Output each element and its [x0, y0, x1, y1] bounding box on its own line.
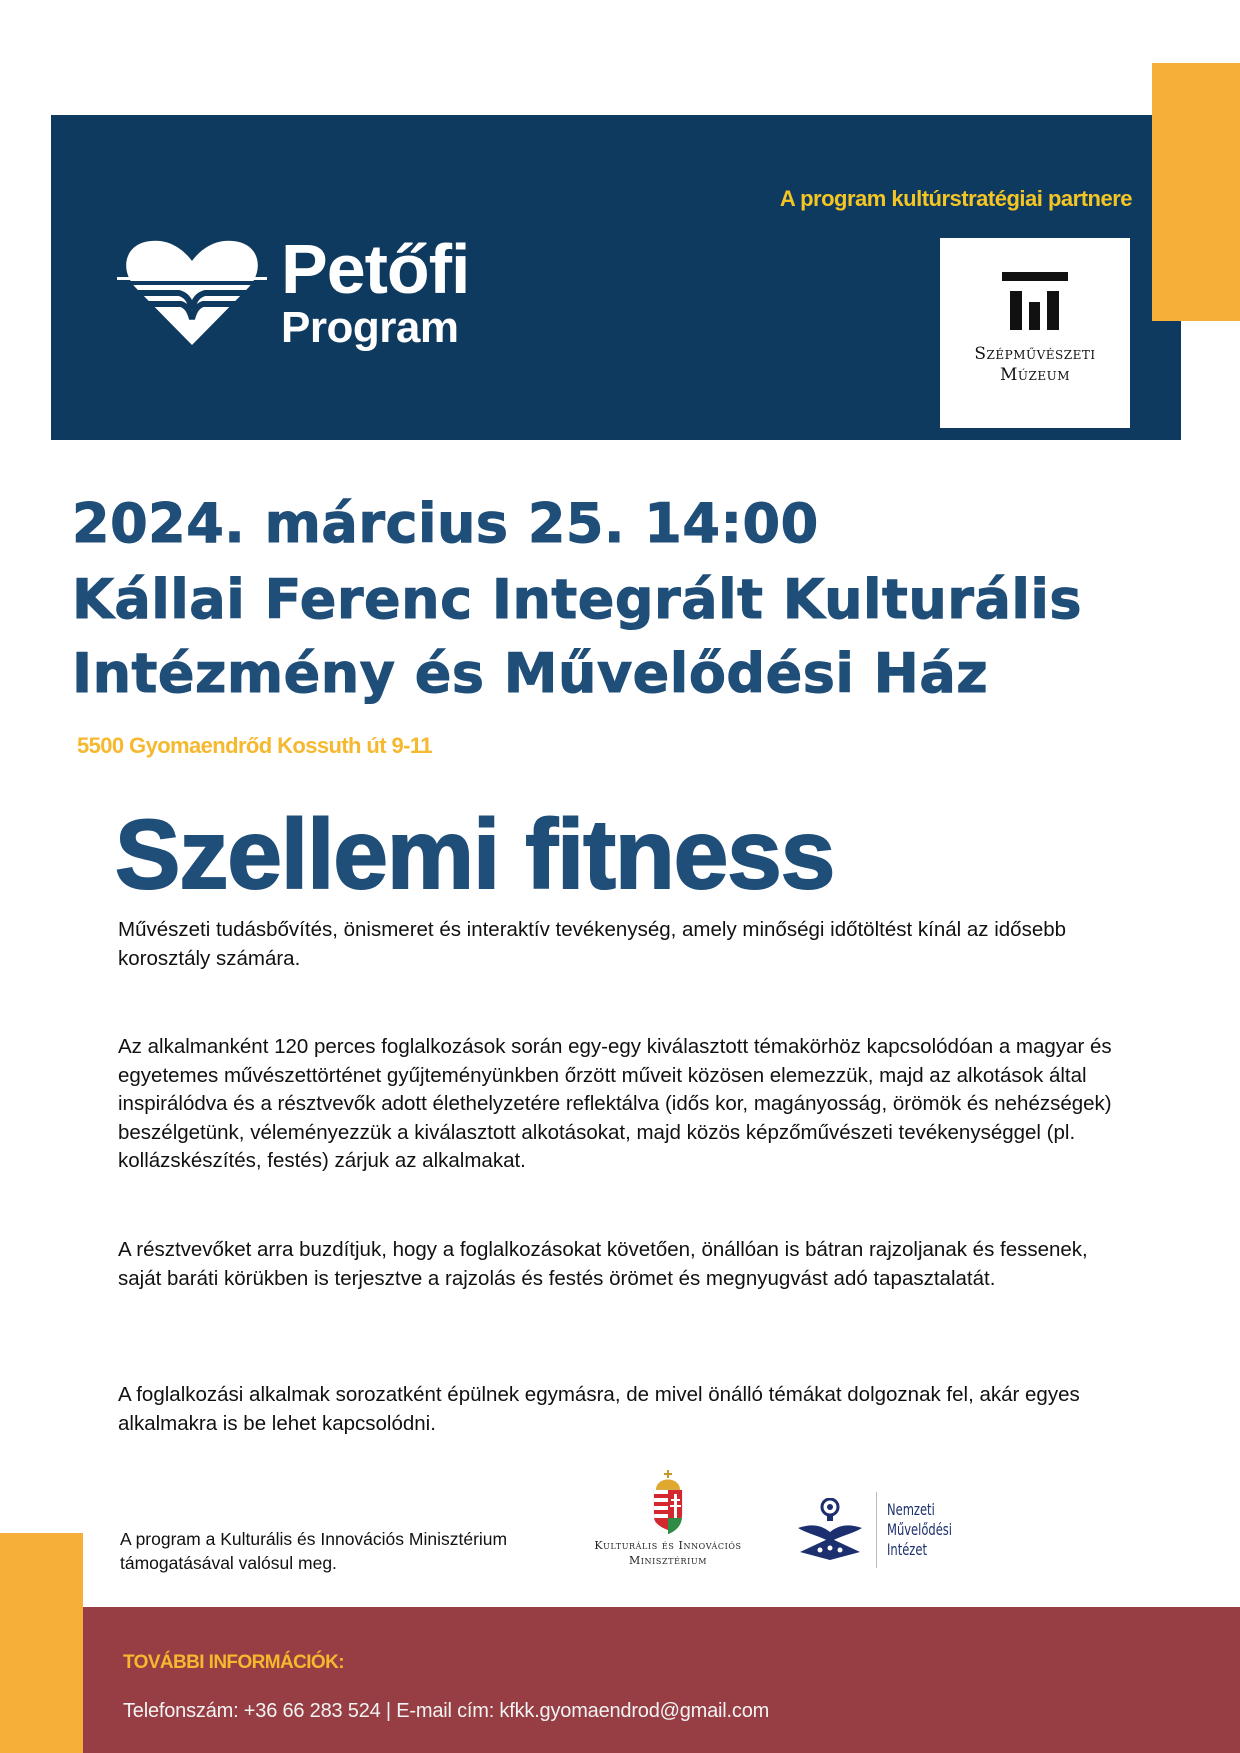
nmi-name-line1: Nemzeti [887, 1500, 935, 1519]
partner-label: A program kultúrstratégiai partnere [779, 186, 1132, 211]
venue-name-line1: Kállai Ferenc Integrált Kulturális [72, 568, 1083, 631]
logo-divider [876, 1492, 877, 1568]
venue-name-line2: Intézmény és Művelődési Ház [72, 642, 989, 705]
museum-columns-icon [1002, 272, 1068, 330]
ministry-name-line2: Minisztérium [628, 1554, 708, 1567]
ministry-name-line1: Kulturális és Innovációs [594, 1539, 742, 1552]
szepmuveszeti-muzeum-logo [940, 238, 1130, 428]
venue-address: 5500 Gyomaendrőd Kossuth út 9-11 [77, 733, 432, 758]
support-statement: A program a Kulturális és Innovációs Minisztérium támogatásával valósul meg. [120, 1529, 508, 1573]
program-title: Szellemi fitness [115, 799, 835, 909]
nmi-name-line3: Intézet [887, 1540, 927, 1559]
description-paragraph: Az alkalmanként 120 perces foglalkozások során egy-egy kiválasztott témakörhöz kapcsolódóan a magyar és egyetemes művészettörténet gyűjteményünkben őrzött műveit közösen elemezzük, majd az alkotások által inspirálódva és a résztvevők adott élethelyzetére reflektálva (idős kor, magányosság, örömök és nehézségek) beszélgetünk, véleményezzük a kiválasztott alkotásokat, majd közös képzőművészeti tevékenységgel (pl. kollázskészítés, festés) zárjuk az alkalmakat. [118, 1035, 1112, 1172]
hungarian-coat-of-arms-icon [650, 1470, 686, 1534]
nmi-folk-motif-icon [796, 1498, 864, 1562]
footer-band [83, 1607, 1240, 1753]
petofi-program-logo [117, 232, 537, 352]
heart-book-icon [117, 237, 267, 347]
description-paragraph: A résztvevőket arra buzdítjuk, hogy a foglalkozásokat követően, önállóan is bátran rajzoljanak és fessenek, saját baráti körükben is terjesztve a rajzolás és festés örömet és megnyugvást adó tapasztalatát. [118, 1238, 1088, 1290]
footer-contact-info: Telefonszám: +36 66 283 524 | E-mail cím: kfkk.gyomaendrod@gmail.com [123, 1700, 770, 1722]
nemzeti-muvelodesi-intezet-logo [796, 1492, 986, 1568]
description-paragraph: Művészeti tudásbővítés, önismeret és interaktív tevékenység, amely minőségi időtöltést kínál az idősebb korosztály számára. [118, 918, 1067, 970]
accent-bar-top-right [1152, 63, 1240, 321]
accent-bar-bottom-left [0, 1533, 83, 1753]
nmi-name-line2: Művelődési [887, 1520, 953, 1539]
museum-name-line2: Múzeum [999, 365, 1071, 385]
description-paragraph: A foglalkozási alkalmak sorozatként épülnek egymásra, de mivel önálló témákat dolgoznak fel, akár egyes alkalmakra is be lehet kapcsolódni. [118, 1383, 1080, 1435]
petofi-wordmark-line2: Program [281, 303, 459, 352]
ministry-logo [568, 1470, 768, 1580]
petofi-wordmark-line1: Petőfi [281, 230, 470, 308]
footer-heading: TOVÁBBI INFORMÁCIÓK: [123, 1652, 344, 1673]
museum-name-line1: Szépművészeti [974, 344, 1096, 364]
event-datetime: 2024. március 25. 14:00 [72, 492, 819, 555]
